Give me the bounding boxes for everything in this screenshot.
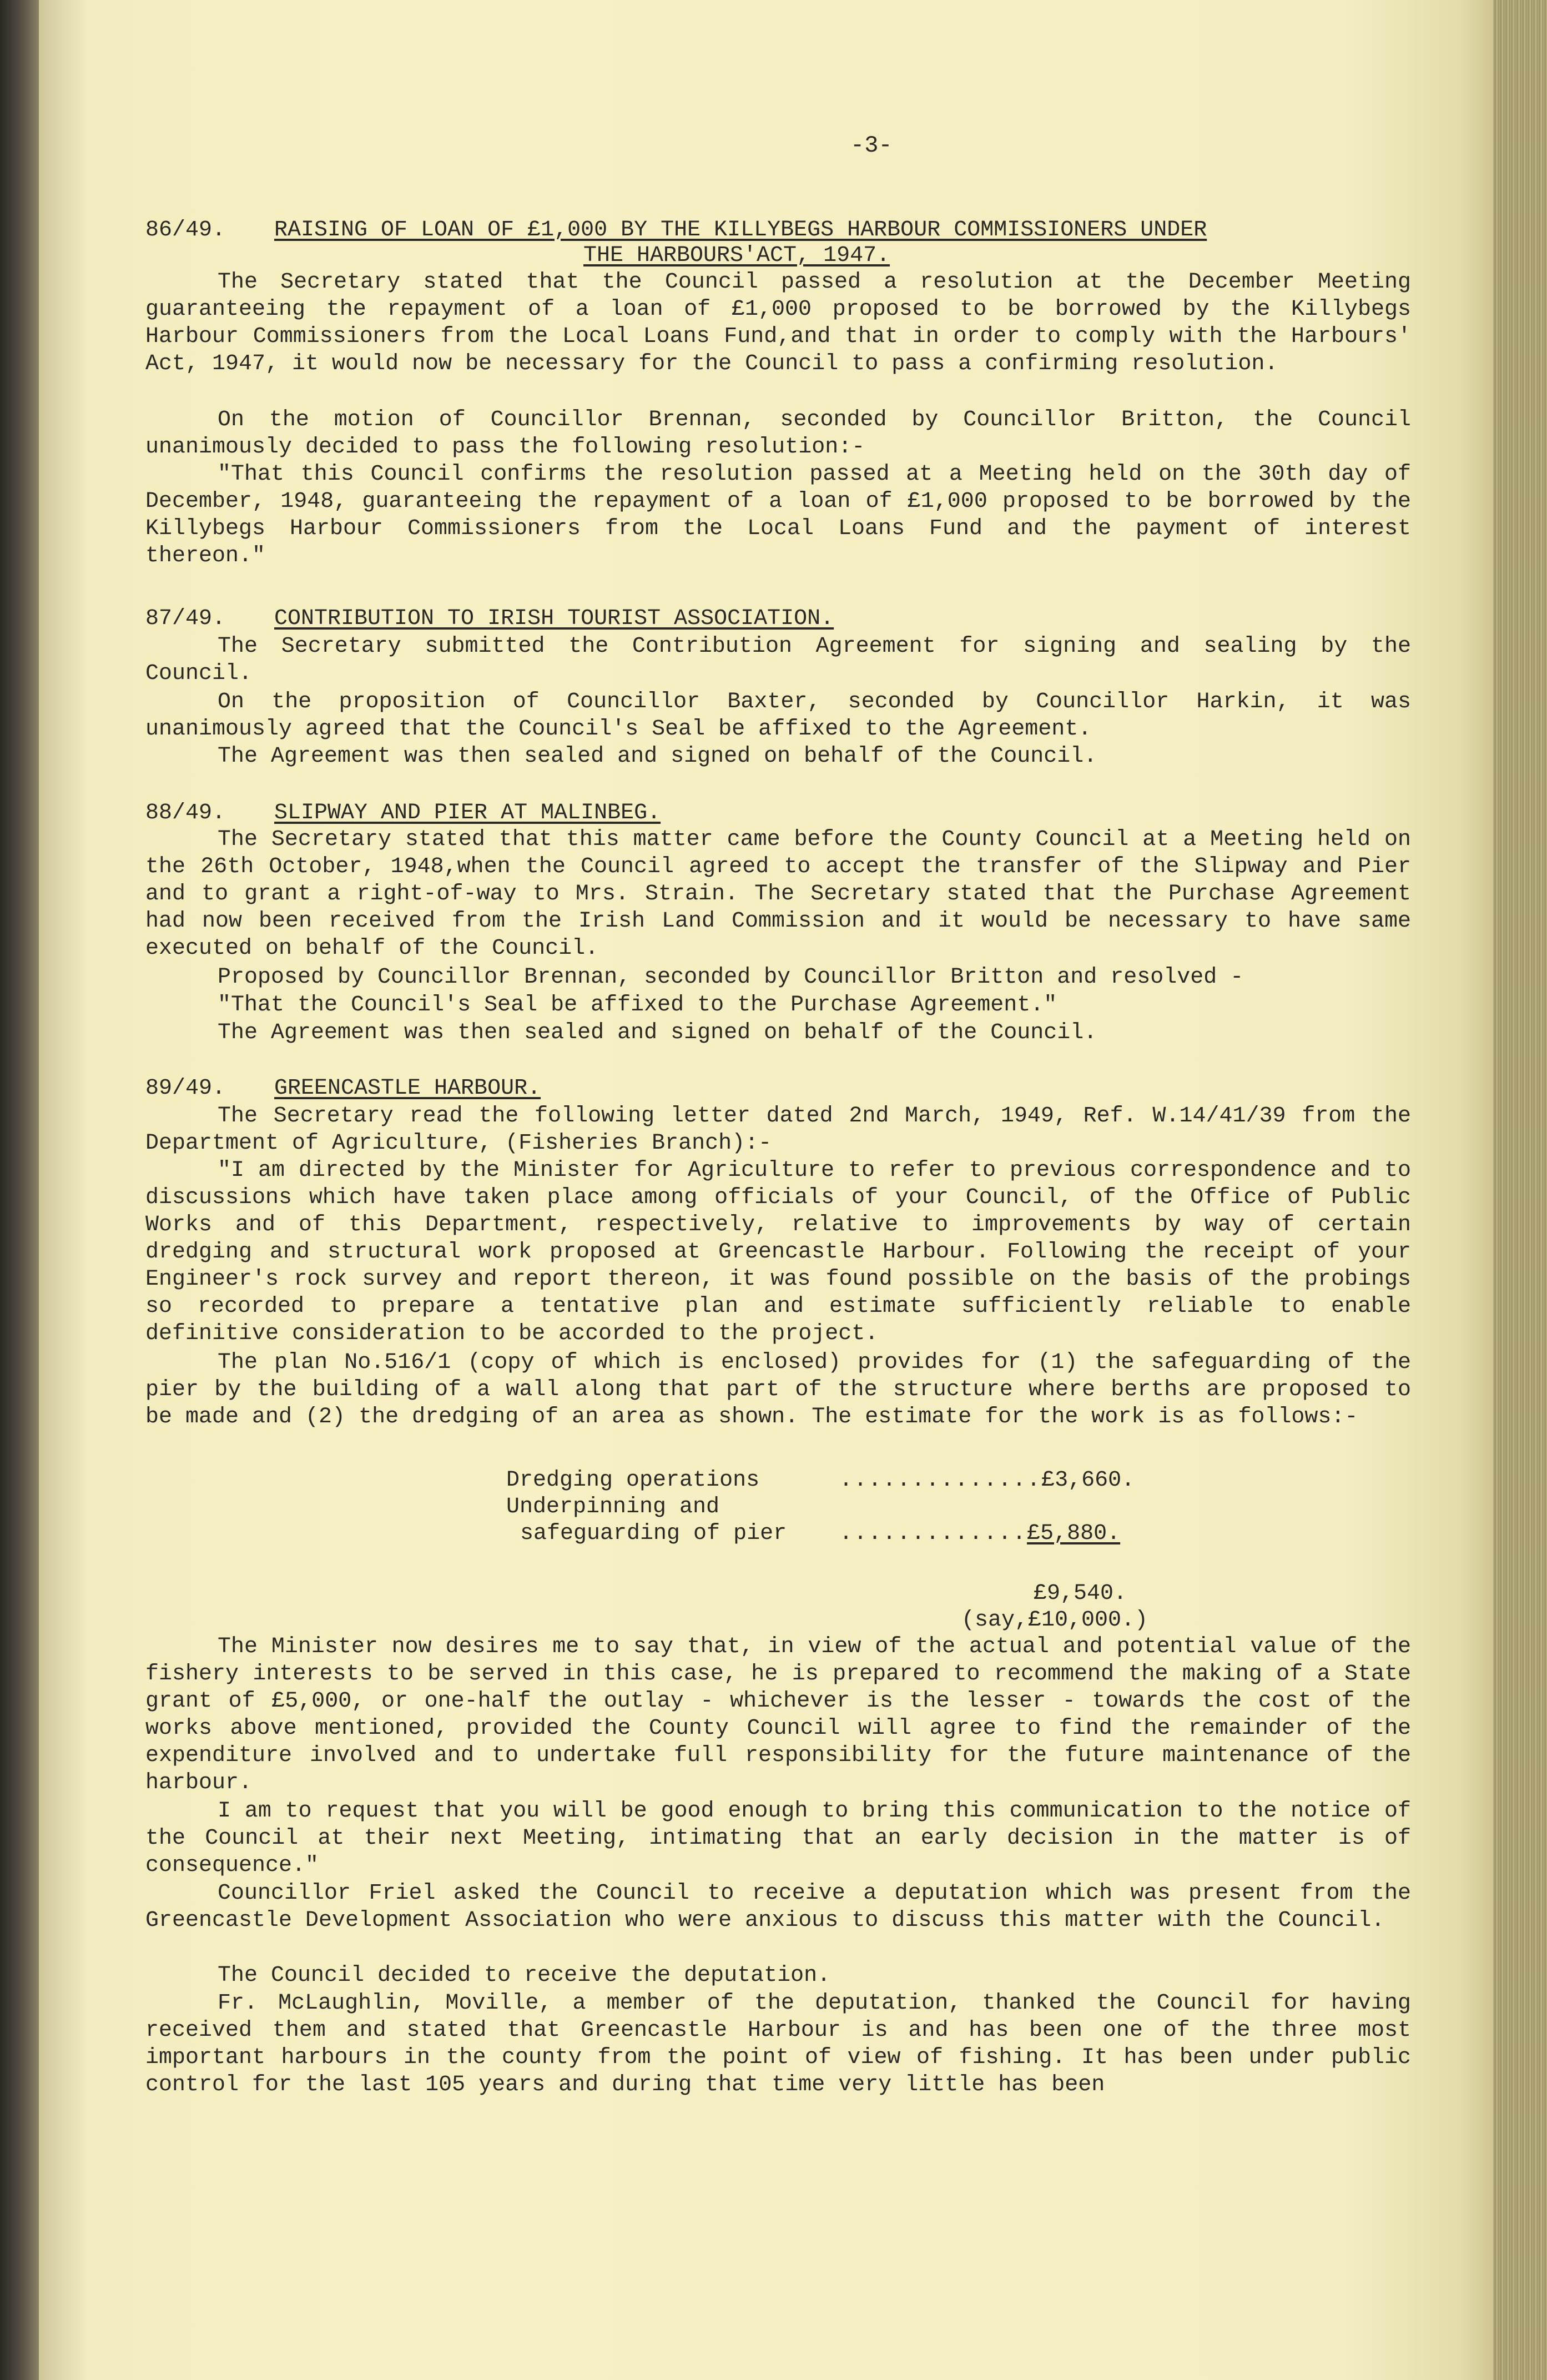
item-number: 86/49. [145, 218, 226, 243]
estimate-total: £9,540. [1034, 1581, 1127, 1606]
letter-paragraph: The plan No.516/1 (copy of which is enclosed) provides for (1) the safeguarding of the pier by the building of a wall along that part of the structure where berths are proposed to be made and (2) the dredging of an area as shown. The estimate for the work is as follows:- [145, 1350, 1411, 1430]
paragraph: The Secretary read the following letter dated 2nd March, 1949, Ref. W.14/41/39 from the Department of Agriculture, (Fisheries Branch):- [145, 1104, 1411, 1156]
estimate-label: Underpinning and [506, 1495, 720, 1519]
paragraph: Proposed by Councillor Brennan, seconded by Councillor Britton and resolved - [218, 965, 1244, 990]
paragraph: Fr. McLaughlin, Moville, a member of the deputation, thanked the Council for having received them and stated that Greencastle Harbour is and has been one of the three most important harbours in the county from the point of view of fishing. It has been under public control for the last 105 years and during that time very little has been [145, 1991, 1411, 2097]
item-title: SLIPWAY AND PIER AT MALINBEG. [274, 801, 661, 826]
item-title: CONTRIBUTION TO IRISH TOURIST ASSOCIATION. [274, 606, 834, 631]
item-88-heading [145, 799, 661, 827]
paragraph: Councillor Friel asked the Council to receive a deputation which was present from the Greencastle Development Association who were anxious to discuss this matter with the Council. [145, 1881, 1411, 1933]
item-title: GREENCASTLE HARBOUR. [274, 1076, 541, 1101]
item-number: 88/49. [145, 801, 226, 826]
resolution-quote: "That this Council confirms the resolution passed at a Meeting held on the 30th day of December, 1948, guaranteeing the repayment of a loan of £1,000 proposed to be borrowed by the Killybegs Harbour Commissioners from the Local Loans Fund and the payment of interest thereon." [145, 462, 1411, 568]
estimate-row [506, 1467, 759, 1494]
paragraph: On the proposition of Councillor Baxter, seconded by Councillor Harkin, it was unanimously agreed that the Council's Seal be affixed to the Agreement. [145, 690, 1411, 742]
letter-paragraph: The Minister now desires me to say that, in view of the actual and potential value of the fishery interests to be served in this case, he is prepared to recommend the making of a State grant of £5,000, or one-half the outlay - whichever is the lesser - towards the cost of the works above mentioned, provided the County Council will agree to find the remainder of the expenditure involved and to undertake full responsibility for the future maintenance of the harbour. [145, 1634, 1411, 1795]
item-89-heading [145, 1075, 541, 1102]
estimate-label: Dredging operations [506, 1468, 760, 1493]
estimate-row [520, 1520, 787, 1547]
paragraph: The Agreement was then sealed and signed on behalf of the Council. [218, 744, 1097, 769]
estimate-total-say: (say,£10,000.) [961, 1608, 1148, 1633]
paragraph: On the motion of Councillor Brennan, seconded by Councillor Britton, the Council unanimously decided to pass the following resolution:- [145, 407, 1411, 460]
item-87-heading [145, 605, 834, 632]
letter-paragraph: "I am directed by the Minister for Agriculture to refer to previous correspondence and to discussions which have taken place among officials of your Council, of the Office of Public Works and of this Department, respectively, relative to improvements by way of certain dredging and structural work proposed at Greencastle Harbour. Following the receipt of your Engineer's rock survey and report thereon, it was found possible on the basis of the probings so recorded to prepare a tentative plan and estimate sufficiently reliable to enable definitive consideration to be accorded to the project. [145, 1158, 1411, 1346]
estimate-row [506, 1493, 719, 1521]
estimate-amount: £5,880. [1027, 1521, 1121, 1546]
resolution-quote: "That the Council's Seal be affixed to the Purchase Agreement." [218, 993, 1057, 1018]
paragraph: The Council decided to receive the deputation. [218, 1963, 831, 1988]
item-title-continued: THE HARBOURS'ACT, 1947. [583, 243, 890, 268]
paragraph: The Secretary submitted the Contribution Agreement for signing and sealing by the Council. [145, 634, 1411, 686]
estimate-row-amount [839, 1467, 1135, 1494]
item-title: RAISING OF LOAN OF £1,000 BY THE KILLYBEGS HARBOUR COMMISSIONERS UNDER [274, 218, 1207, 243]
estimate-row-amount [839, 1520, 1120, 1547]
estimate-amount: £3,660. [1041, 1468, 1135, 1493]
paragraph: The Secretary stated that this matter came before the County Council at a Meeting held on the 26th October, 1948,when the Council agreed to accept the transfer of the Slipway and Pier and to grant a right-of-way to Mrs. Strain. The Secretary stated that the Purchase Agreement had now been received from the Irish Land Commission and it would be necessary to have same executed on behalf of the Council. [145, 827, 1411, 961]
leader-dots: ............. [839, 1521, 1027, 1546]
page-number: -3- [850, 132, 893, 159]
leader-dots: .............. [839, 1468, 1042, 1493]
estimate-label: safeguarding of pier [520, 1521, 787, 1546]
item-86-heading [145, 217, 1207, 244]
item-number: 87/49. [145, 606, 226, 631]
item-number: 89/49. [145, 1076, 226, 1101]
book-spine [0, 0, 39, 2380]
page-edges [1493, 0, 1547, 2380]
letter-paragraph: I am to request that you will be good enough to bring this communication to the notice of the Council at their next Meeting, intimating that an early decision in the matter is of consequence." [145, 1799, 1411, 1878]
paragraph: The Agreement was then sealed and signed on behalf of the Council. [218, 1020, 1097, 1045]
paragraph: The Secretary stated that the Council passed a resolution at the December Meeting guaranteeing the repayment of a loan of £1,000 proposed to be borrowed by the Killybegs Harbour Commissioners from the Local Loans Fund,and that in order to comply with the Harbours' Act, 1947, it would now be necessary for the Council to pass a confirming resolution. [145, 270, 1411, 376]
